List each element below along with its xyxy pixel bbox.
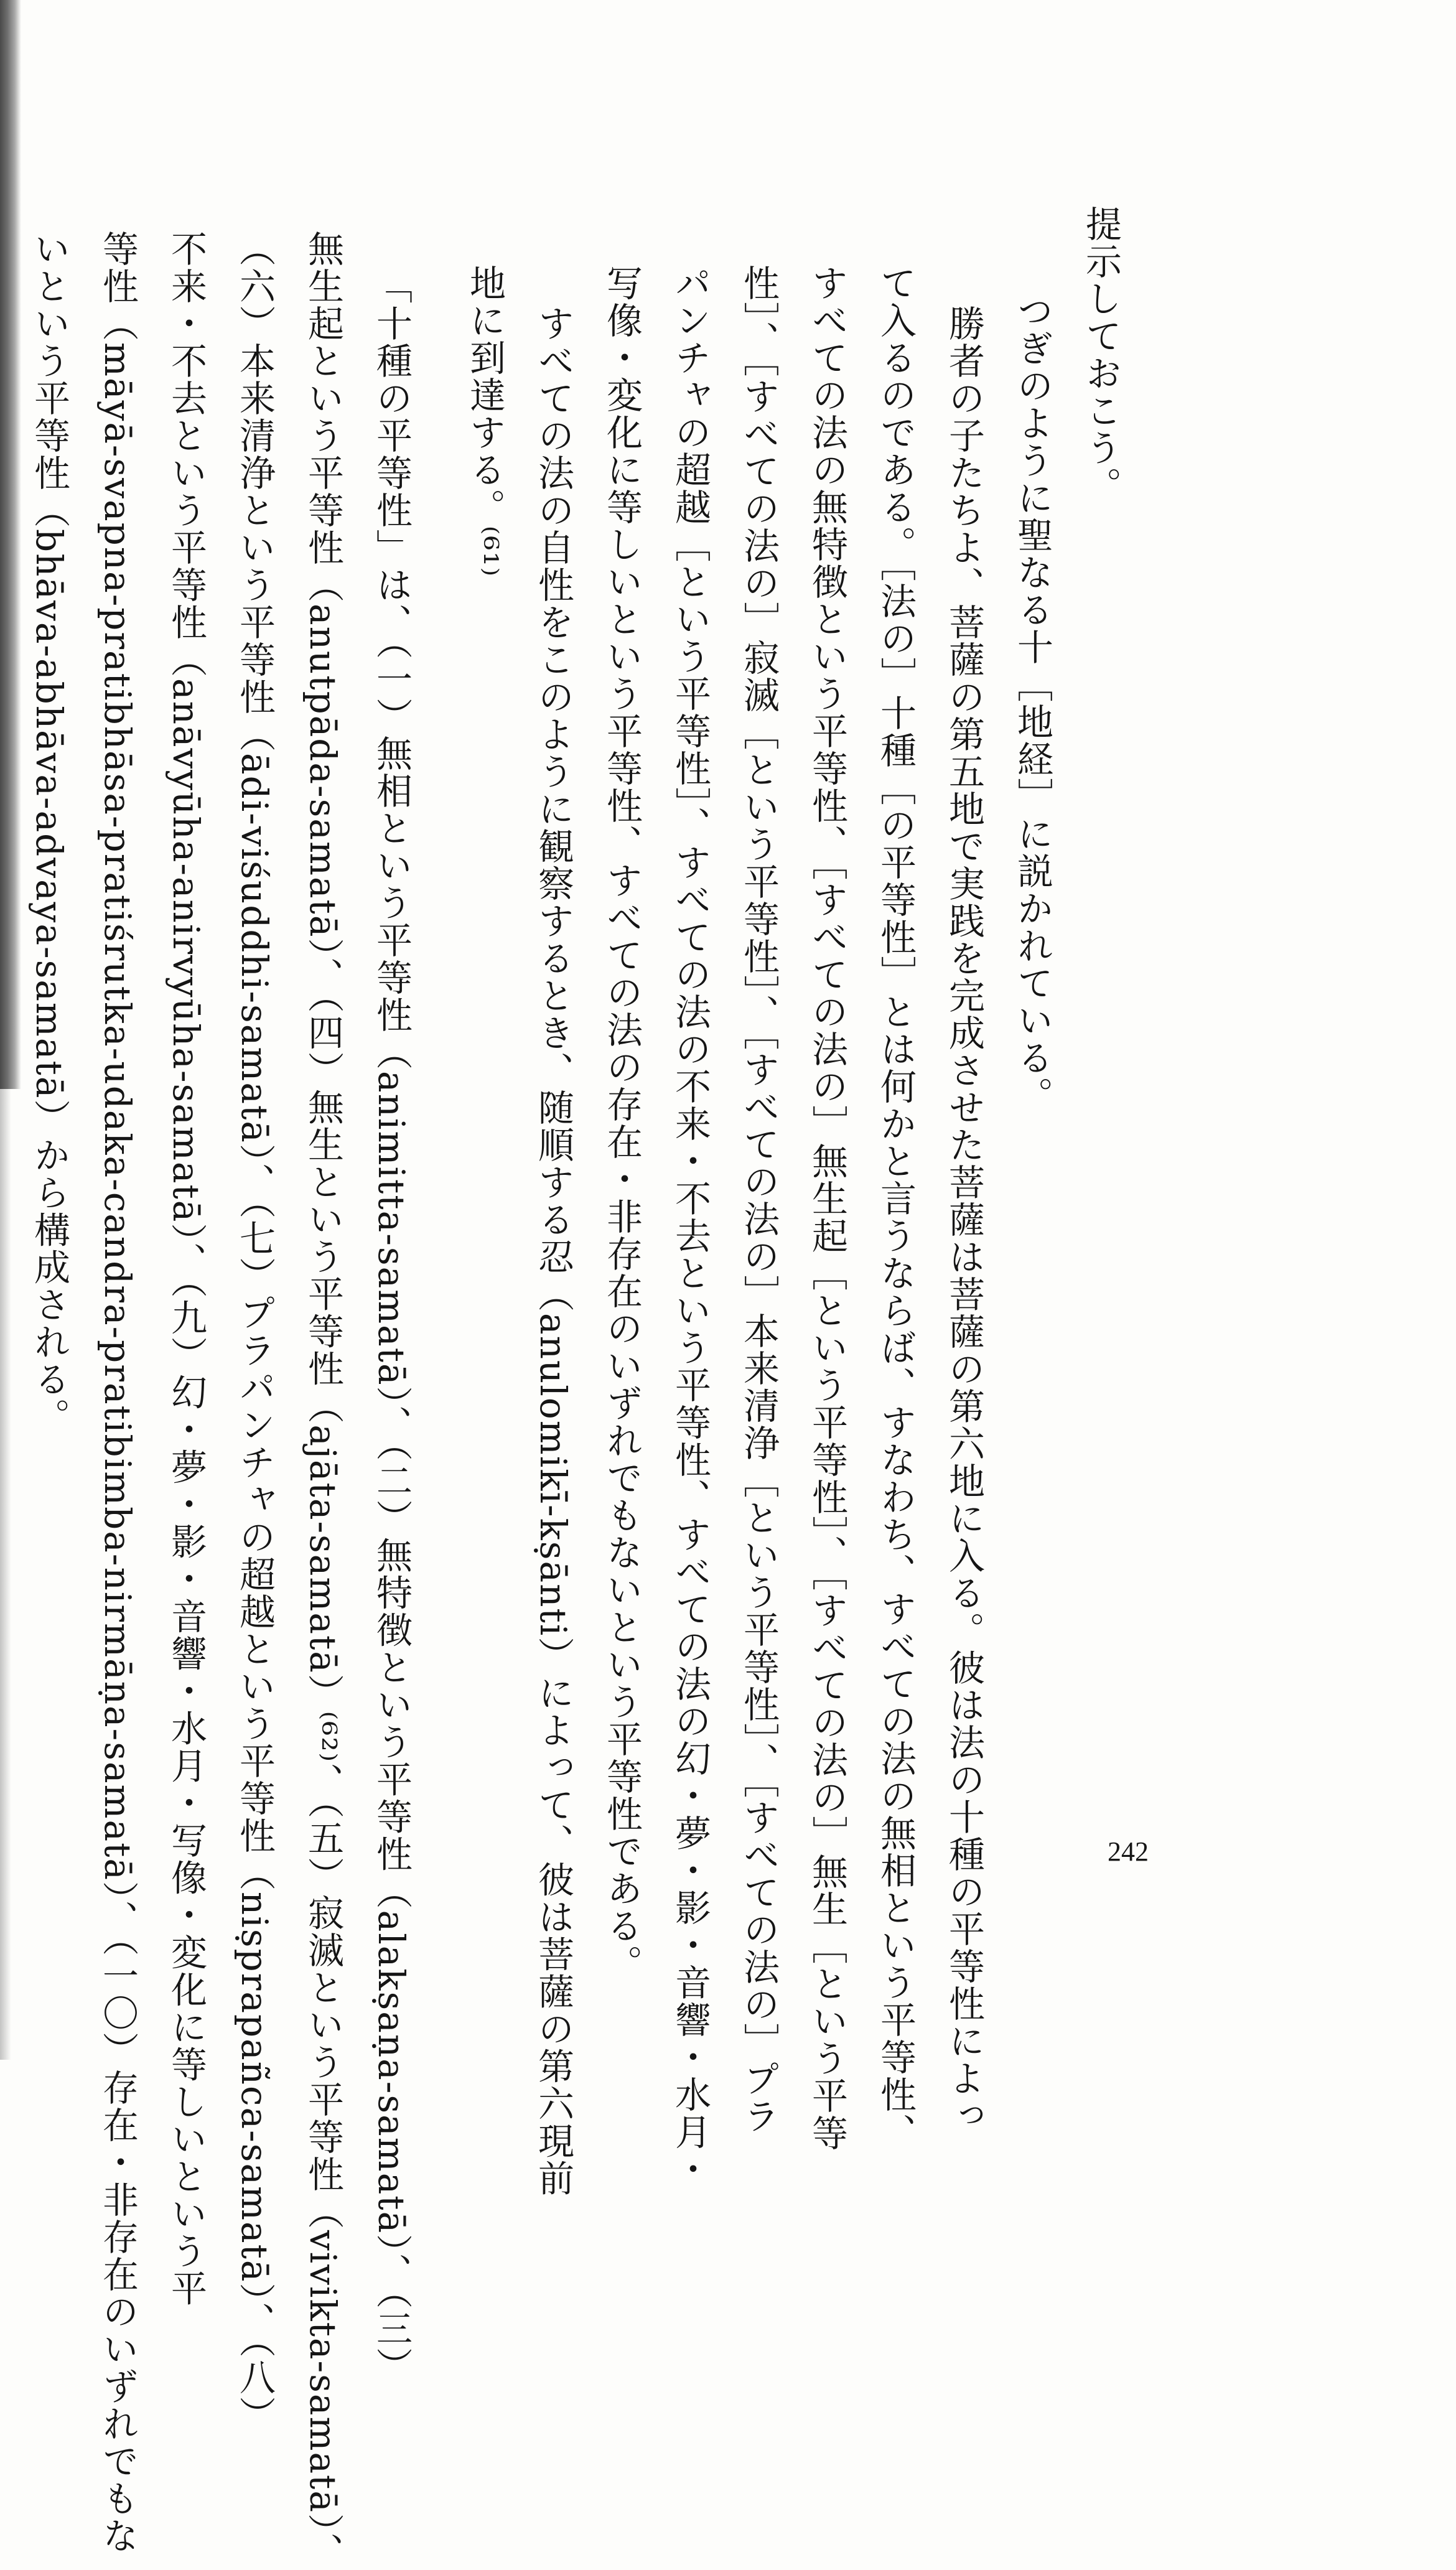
text-column-9: すべての法の自性をこのように観察するとき、随順する忍（anulomikī-kṣānti）によって、彼は菩薩の第六現前: [532, 305, 574, 2197]
text-column-12: 無生起という平等性（anutpāda-samatā）、（四）無生という平等性（ajāta-samatā）⁽⁶²⁾、（五）寂滅という平等性（vivikta-samatā）、: [302, 230, 344, 2570]
scan-shadow-lower: [0, 1089, 11, 2060]
text-column-10: 地に到達する。⁽⁶¹⁾: [464, 264, 506, 577]
text-column-6: 性］、［すべての法の］寂滅［という平等性］、［すべての法の］本来清浄［という平等性］、［すべての法の］プラ: [737, 264, 780, 2135]
text-column-2: つぎのように聖なる十［地経］に説かれている。: [1011, 292, 1053, 1114]
text-column-7: パンチャの超越［という平等性］、すべての法の不来・不去という平等性、すべての法の幻・夢・影・音響・水月・: [669, 264, 711, 2188]
text-column-4: て入るのである。［法の］十種［の平等性］とは何かと言うならば、すなわち、すべての法の無相という平等性、: [874, 264, 917, 2151]
text-column-13: （六）本来清浄という平等性（ādi-viśuddhi-samatā）、（七）プラパンチャの超越という平等性（niṣprapañca-samatā）、（八）: [233, 230, 276, 2434]
text-column-5: すべての法の無特徴という平等性、［すべての法の］無生起［という平等性］、［すべての法の］無生［という平等: [806, 264, 848, 2152]
text-column-11: 「十種の平等性」は、（一）無相という平等性（animitta-samatā）、（二）無特徴という平等性（alakṣaṇa-samatā）、（三）: [370, 268, 413, 2385]
text-column-3: 勝者の子たちよ、菩薩の第五地で実践を完成させた菩薩は菩薩の第六地に入る。彼は法の十種の平等性によっ: [943, 305, 985, 2134]
text-column-1: 提示しておこう。: [1080, 205, 1122, 504]
text-column-8: 写像・変化に等しいという平等性、すべての法の存在・非存在のいずれでもないという平等性である。: [600, 264, 643, 1982]
text-column-14: 不来・不去という平等性（anāvyūha-anirvyūha-samatā）、（九）幻・夢・影・音響・水月・写像・変化に等しいという平: [165, 230, 207, 2307]
text-column-15: 等性（māyā-svapna-pratibhāsa-pratiśrutka-udaka-candra-pratibimba-nirmāṇa-samatā）、（一〇）存在・非存在のいずれでもな: [96, 230, 139, 2554]
scan-shadow: [0, 0, 21, 1089]
page-number: 242: [1108, 1836, 1149, 1867]
text-column-16: いという平等性（bhāva-abhāva-advaya-samatā）から構成される。: [28, 230, 70, 1436]
